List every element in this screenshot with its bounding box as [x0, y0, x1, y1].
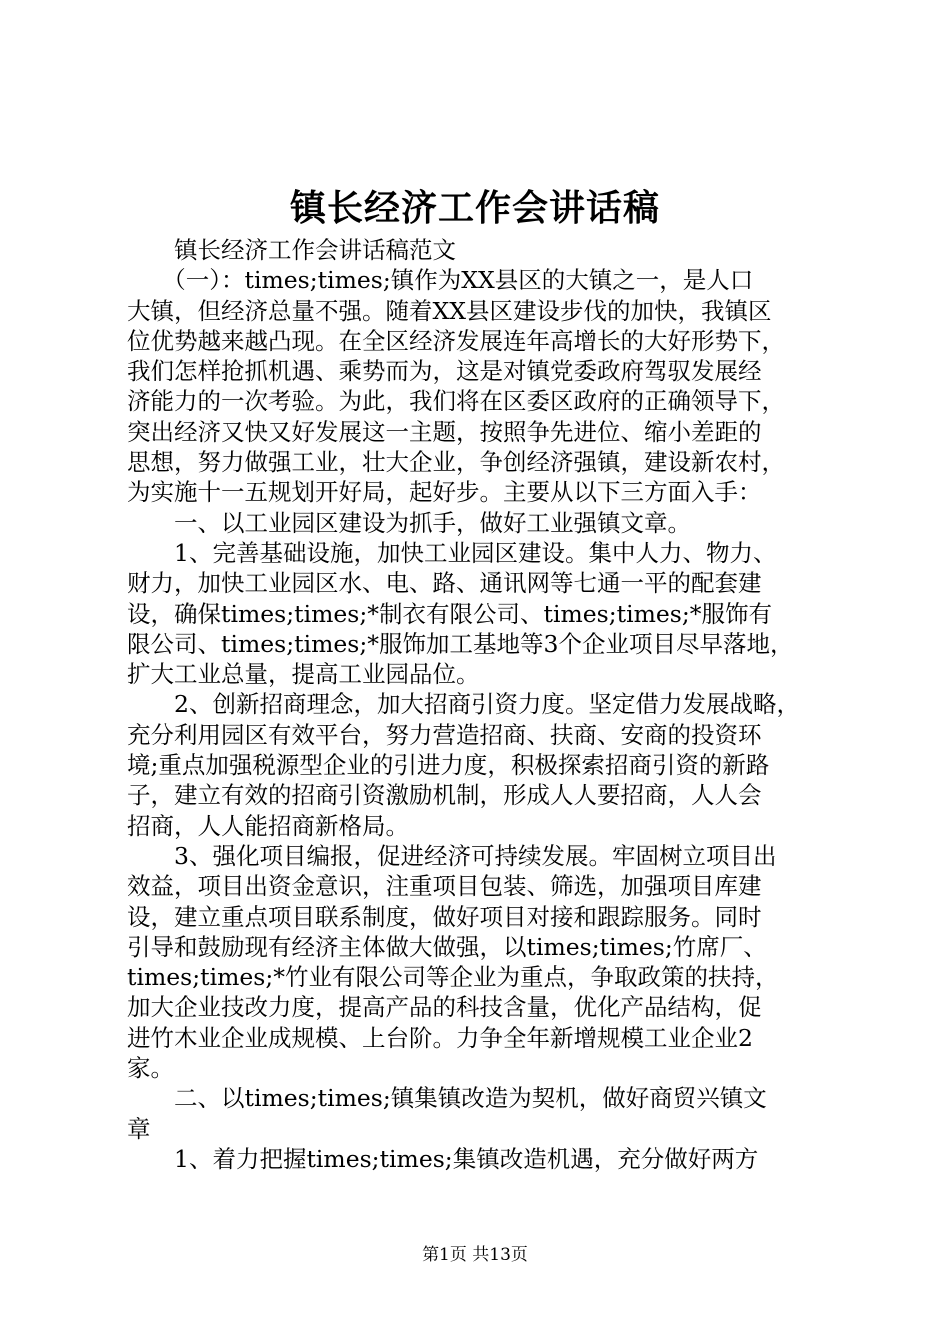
body-text-line: 思想，努力做强工业，壮大企业，争创经济强镇，建设新农村，: [127, 448, 785, 477]
body-text-line: 二、以times;times;镇集镇改造为契机，做好商贸兴镇文: [127, 1084, 767, 1113]
body-text-line: 扩大工业总量，提高工业园品位。: [127, 660, 480, 689]
document-body: [127, 235, 833, 1174]
body-text-line: （一）：times;times;镇作为XX县区的大镇之一，是人口: [127, 266, 754, 295]
body-text-line: 章: [127, 1114, 151, 1143]
body-text-line: 财力，加快工业园区水、电、路、通讯网等七通一平的配套建: [127, 569, 762, 598]
body-text-line: 2、创新招商理念，加大招商引资力度。坚定借力发展战略，: [127, 690, 800, 719]
body-text-line: 境;重点加强税源型企业的引进力度，积极探索招商引资的新路: [127, 751, 770, 780]
body-text-line: 家。: [127, 1054, 174, 1083]
body-text-line: 设，确保times;times;*制衣有限公司、times;times;*服饰有: [127, 599, 773, 628]
body-text-line: 1、着力把握times;times;集镇改造机遇，充分做好两方: [127, 1144, 759, 1173]
body-text-line: 进竹木业企业成规模、上台阶。力争全年新增规模工业企业2: [127, 1023, 753, 1052]
document-title: 镇长经济工作会讲话稿: [289, 187, 660, 229]
body-text-line: 为实施十一五规划开好局，起好步。主要从以下三方面入手：: [127, 478, 762, 507]
body-text-line: 一、以工业园区建设为抓手，做好工业强镇文章。: [127, 508, 691, 537]
body-text-line: 限公司、times;times;*服饰加工基地等3个企业项目尽早落地，: [127, 629, 794, 658]
body-text-line: 加大企业技改力度，提高产品的科技含量，优化产品结构，促: [127, 993, 762, 1022]
body-text-line: times;times;*竹业有限公司等企业为重点，争取政策的扶持，: [127, 963, 779, 992]
body-text-line: 济能力的一次考验。为此，我们将在区委区政府的正确领导下，: [127, 387, 785, 416]
body-text-line: 设，建立重点项目联系制度，做好项目对接和跟踪服务。同时: [127, 902, 762, 931]
body-text-line: 突出经济又快又好发展这一主题，按照争先进位、缩小差距的: [127, 417, 762, 446]
body-text-line: 招商，人人能招商新格局。: [127, 811, 409, 840]
body-text-line: 子，建立有效的招商引资激励机制，形成人人要招商，人人会: [127, 781, 762, 810]
page-footer: 第1页 共13页: [422, 1245, 528, 1265]
body-text-line: 引导和鼓励现有经济主体做大做强，以times;times;竹席厂、: [127, 932, 767, 961]
body-text-line: 效益，项目出资金意识，注重项目包装、筛选，加强项目库建: [127, 872, 762, 901]
body-text-line: 镇长经济工作会讲话稿范文: [127, 236, 456, 264]
body-text-line: 1、完善基础设施，加快工业园区建设。集中人力、物力、: [127, 538, 777, 567]
body-text-line: 充分利用园区有效平台，努力营造招商、扶商、安商的投资环: [127, 720, 762, 749]
body-text-line: 3、强化项目编报，促进经济可持续发展。牢固树立项目出: [127, 841, 777, 870]
body-text-line: 我们怎样抢抓机遇、乘势而为，这是对镇党委政府驾驭发展经: [127, 357, 762, 386]
body-text-line: 位优势越来越凸现。在全区经济发展连年高增长的大好形势下，: [127, 326, 785, 355]
body-text-line: 大镇，但经济总量不强。随着XX县区建设步伐的加快，我镇区: [127, 296, 772, 325]
